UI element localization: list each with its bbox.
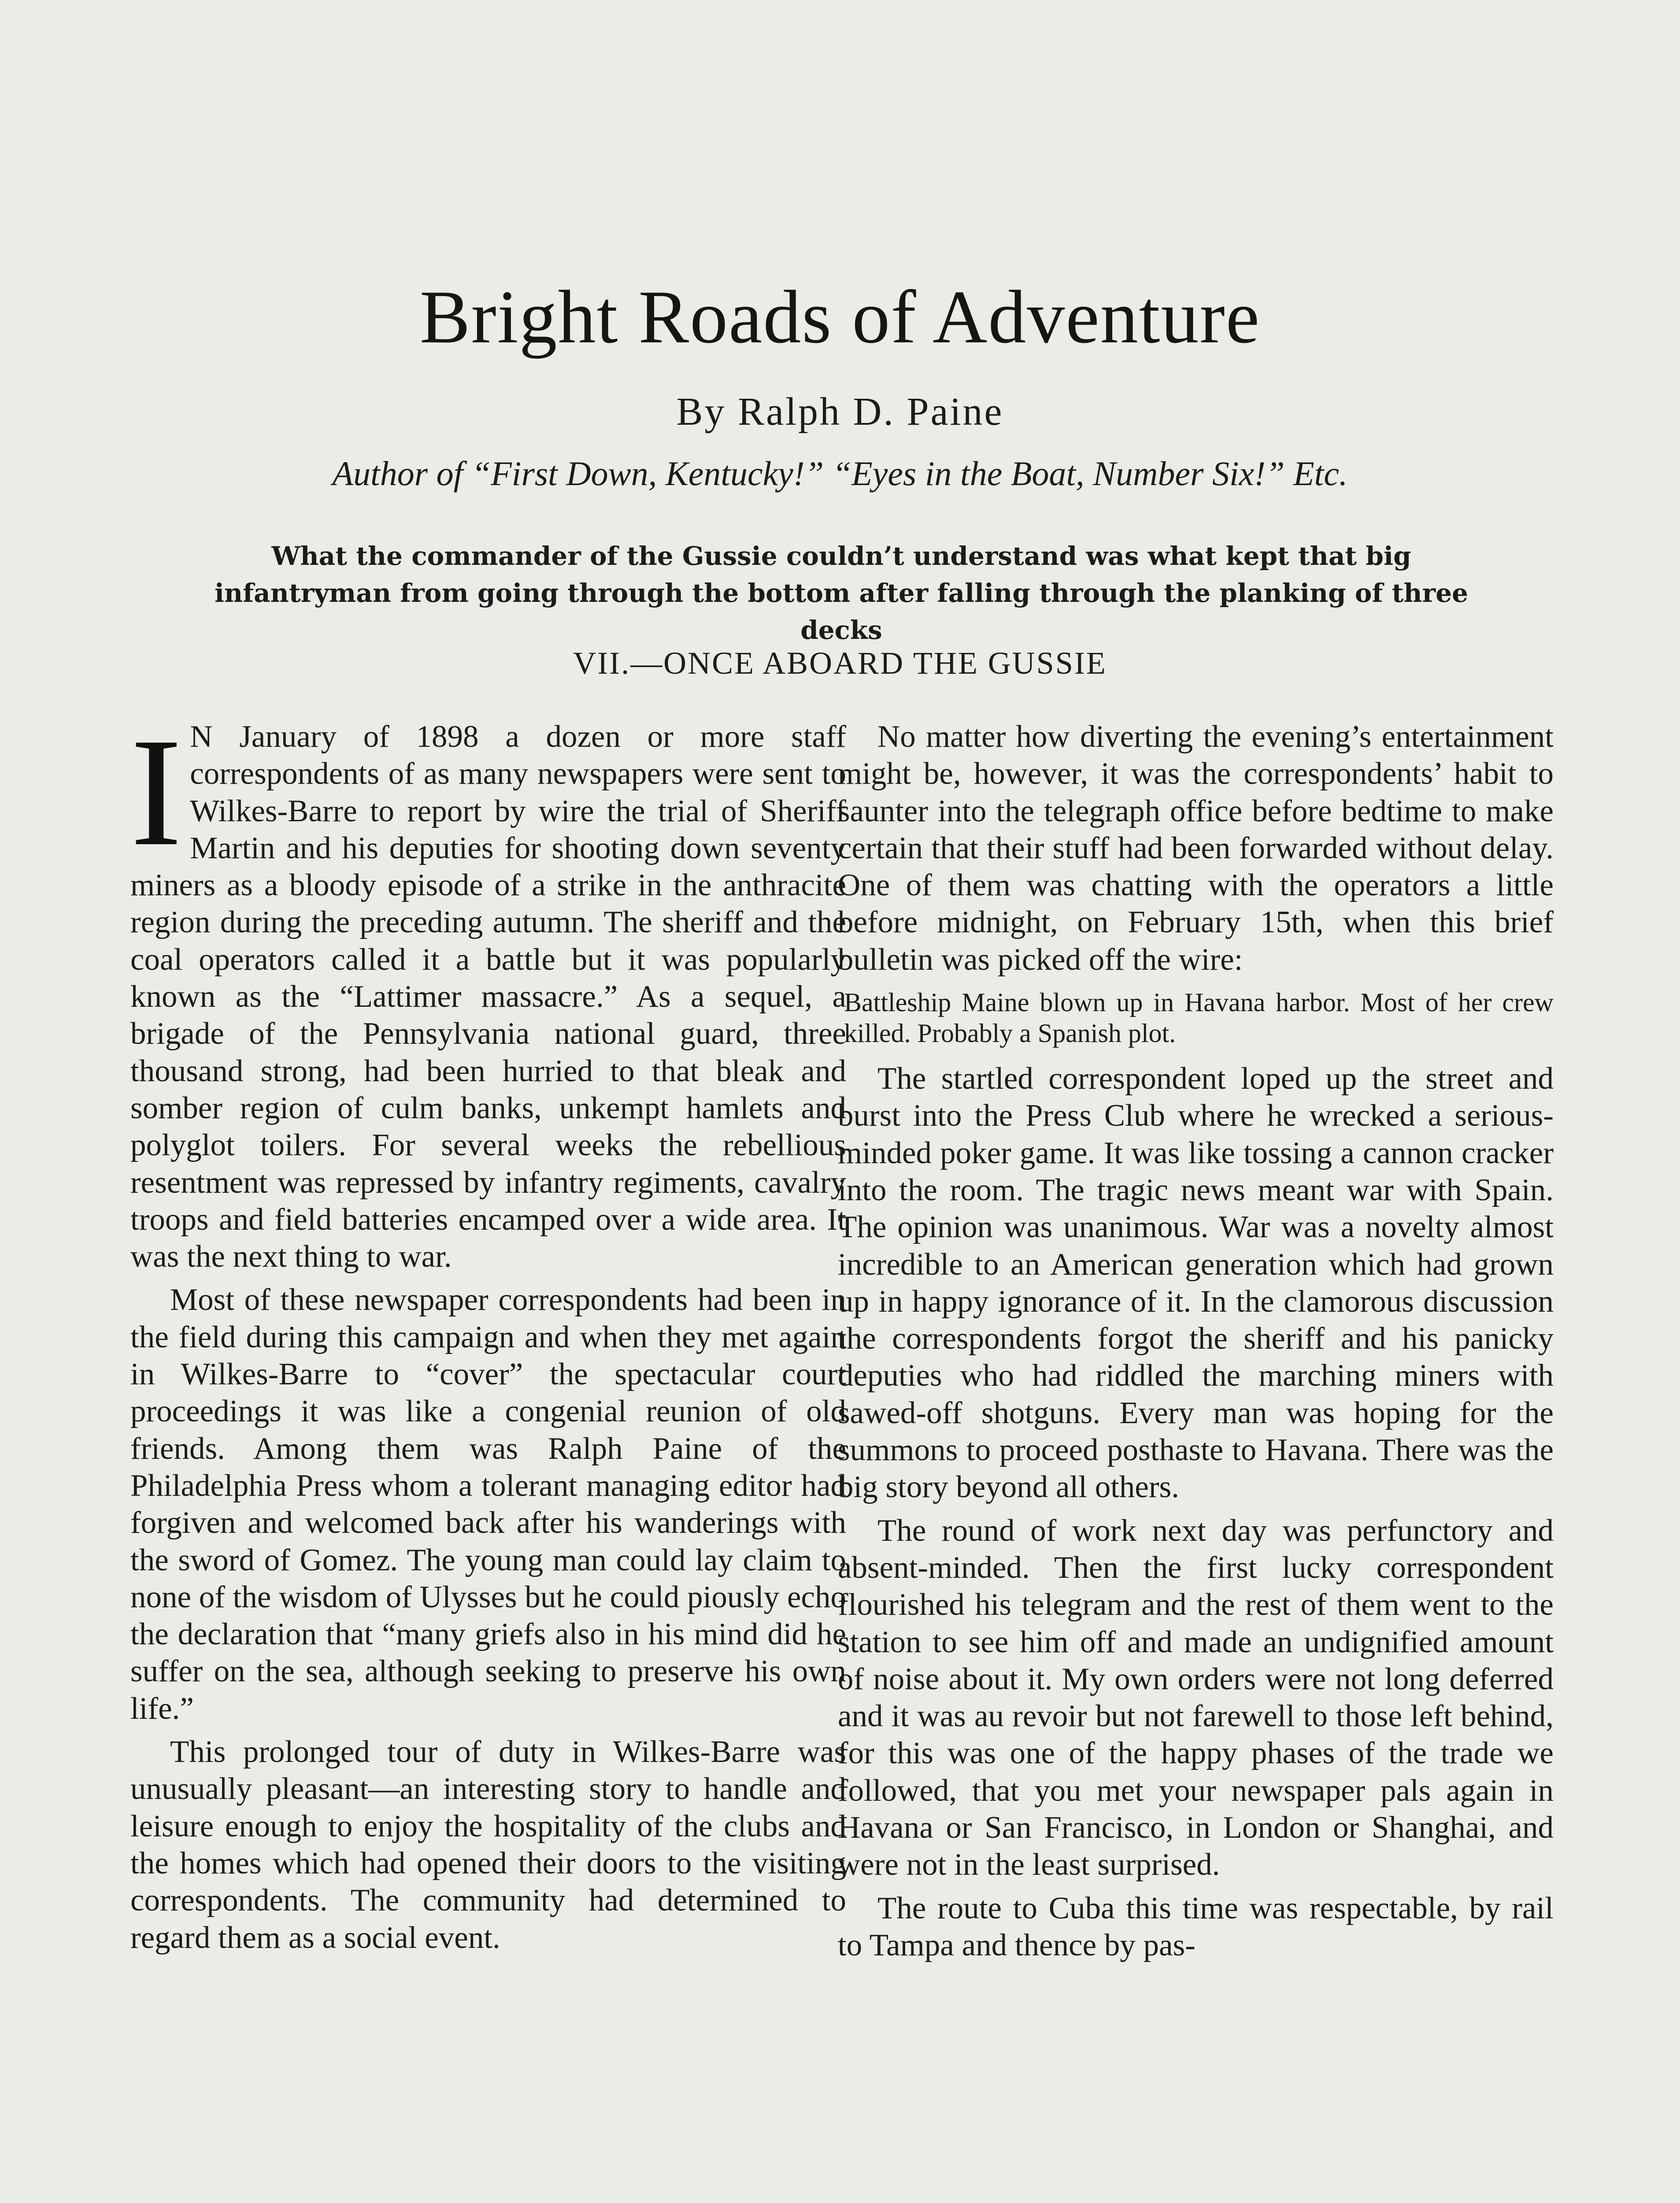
paragraph: No matter how diverting the evening’s entertainment might be, however, it was the correspondents’ habit to saunter into the telegraph office before bedtime to make certain that their stuff had been forwarded without delay. One of them was chatting with the operators a little before midnight, on February 15th, when this brief bulletin was picked off the wire:: [838, 719, 1554, 977]
chapter-heading: VII.—ONCE ABOARD THE GUSSIE: [573, 645, 1107, 681]
paragraph: The startled correspondent loped up the street and burst into the Press Club where he wrecked a serious-minded poker game. It was like tossing a cannon cracker into the room. The tragic news meant war with Spain. The opinion was unanimous. War was a novelty almost incredible to an American generation which had grown up in happy ignorance of it. In the clamorous discussion the correspondents forgot the sheriff and his panicky deputies who had riddled the marching miners with sawed-off shotguns. Every man was hoping for the summons to proceed posthaste to Havana. There was the big story beyond all others.: [838, 1061, 1554, 1505]
paragraph: This prolonged tour of duty in Wilkes-Barre was unusually pleasant—an interesting story to handle and leisure enough to enjoy the hospitality of the clubs and the homes which had opened their doors to the visiting correspondents. The community had determined to regard them as a social event.: [130, 1735, 846, 1955]
right-column: [838, 718, 1554, 1964]
byline: By Ralph D. Paine: [676, 390, 1004, 434]
paragraph-text: N January of 1898 a dozen or more staff correspondents of as many newspapers were sent to Wilkes-Barre to report by wire the trial of Sheriff Martin and his deputies for shooting down seventy miners as a bloody episode of a strike in the anthracite region during the preceding autumn. The sheriff and the coal operators called it a battle but it was popularly known as the “Lattimer massacre.” As a sequel, a brigade of the Pennsylvania national guard, three thousand strong, had been hurried to that bleak and somber region of culm banks, unkempt hamlets and polyglot toilers. For several weeks the rebellious resentment was repressed by infantry regiments, cavalry troops and field batteries encamped over a wide area. It was the next thing to war.: [130, 719, 846, 1274]
paragraph: The route to Cuba this time was respectable, by rail to Tampa and thence by pas-: [838, 1891, 1554, 1962]
article-title: Bright Roads of Adventure: [419, 275, 1261, 359]
telegram-quote: Battleship Maine blown up in Havana harbor. Most of her crew killed. Probably a Spanish plot.: [844, 988, 1554, 1048]
paragraph: The round of work next day was perfunctory and absent-minded. Then the first lucky correspondent flourished his telegram and the rest of them went to the station to see him off and made an undignified amount of noise about it. My own orders were not long deferred and it was au revoir but not farewell to those left behind, for this was one of the happy phases of the trade we followed, that you met your newspaper pals again in Havana or San Francisco, in London or Shanghai, and were not in the least surprised.: [838, 1513, 1554, 1882]
paragraph: Most of these newspaper correspondents had been in the field during this campaign and when they met again in Wilkes-Barre to “cover” the spectacular court proceedings it was like a congenial reunion of old friends. Among them was Ralph Paine of the Philadelphia Press whom a tolerant managing editor had forgiven and welcomed back after his wanderings with the sword of Gomez. The young man could lay claim to none of the wisdom of Ulysses but he could piously echo the declaration that “many griefs also in his mind did he suffer on the sea, although seeking to preserve his own life.”: [130, 1283, 846, 1726]
author-credits: Author of “First Down, Kentucky!” “Eyes in the Boat, Number Six!” Etc.: [332, 454, 1348, 493]
left-column: [130, 706, 846, 1956]
article-deck: What the commander of the Gussie couldn’t understand was what kept that big infantryman from going through the bottom after falling through the planking of three decks: [214, 541, 1469, 645]
drop-cap: I: [130, 706, 182, 878]
paragraph: [130, 706, 846, 1275]
